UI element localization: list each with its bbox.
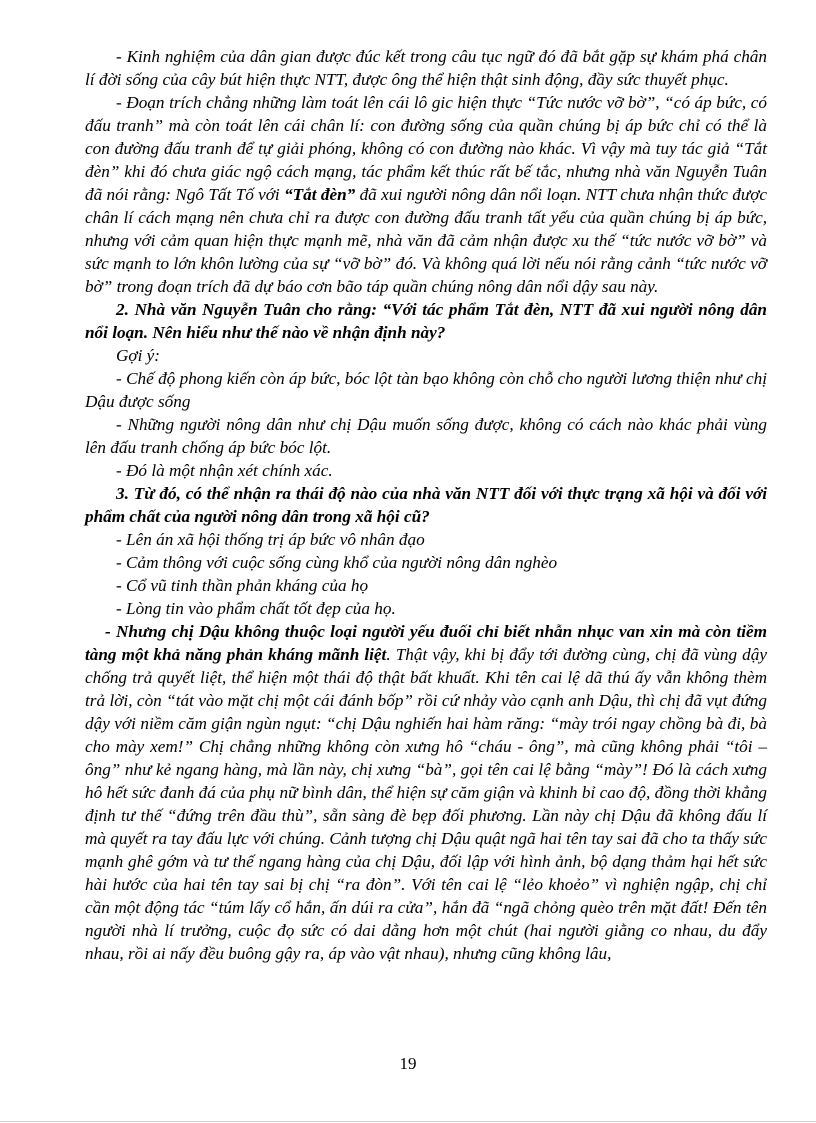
question-3: 3. Từ đó, có thể nhận ra thái độ nào của nhà văn NTT đối với thực trạng xã hội và đối với phẩm chất của người nông dân trong xã hội cũ? [85, 484, 767, 526]
analysis-lead: - Nhưng chị Dậu không thuộc loại người yếu đuối chỉ biết nhẫn nhục van xin mà còn tiềm tàng một khả năng phản kháng mãnh liệt [85, 622, 767, 664]
question-2: 2. Nhà văn Nguyễn Tuân cho rằng: “Với tác phẩm Tắt đèn, NTT đã xui người nông dân nổi loạn. Nên hiểu như thế nào về nhận định này? [85, 300, 767, 342]
page-number: 19 [399, 1054, 417, 1073]
paragraph-2-text-b: đã xui người nông dân nổi loạn. NTT chưa nhận thức được chân lí cách mạng nên chưa chỉ ra được con đường đấu tranh tất yếu của quần chúng bị áp bức, nhưng với cảm quan hiện thực mạnh mẽ, nhà văn đã cảm nhận được xu thế “tức nước vỡ bờ” và sức mạnh to lớn khôn lường của sự “vỡ bờ” đó. Và không quá lời nếu nói rằng cảnh “tức nước vỡ bờ” trong đoạn trích đã dự báo cơn bão táp quần chúng nông dân nổi dậy sau này. [85, 185, 768, 296]
paragraph-2-text-a: - Đoạn trích chẳng những làm toát lên cái lô gic hiện thực “Tức nước vỡ bờ”, “có áp bức, có đấu tranh” mà còn toát lên cái chân lí: con đường sống của quần chúng bị áp bức chỉ có thể là con đường đấu tranh để tự giải phóng, không có con đường nào khác. Vì vậy mà tuy tác giả “Tắt đèn” khi đó chưa giác ngộ cách mạng, tác phẩm kết thúc rất bế tắc, nhưng nhà văn Nguyễn Tuân đã nói rằng: Ngô Tất Tố với [85, 93, 767, 204]
paragraph-2 [85, 91, 767, 298]
answer-item-4: - Lòng tin vào phẩm chất tốt đẹp của họ. [116, 599, 396, 618]
answer-item-1: - Lên án xã hội thống trị áp bức vô nhân đạo [116, 530, 425, 549]
answer-item-2: - Cảm thông với cuộc sống cùng khổ của người nông dân nghèo [116, 553, 558, 572]
answer-item-3: - Cổ vũ tinh thần phản kháng của họ [116, 576, 369, 595]
document-body [85, 45, 767, 965]
work-title-tat-den: “Tắt đèn” [284, 185, 356, 204]
hint-item-2: - Những người nông dân như chị Dậu muốn sống được, không có cách nào khác phải vùng lên đấu tranh chống áp bức bóc lột. [85, 415, 767, 457]
page-bottom-rule [0, 1121, 816, 1122]
hint-item-1: - Chế độ phong kiến còn áp bức, bóc lột tàn bạo không còn chỗ cho người lương thiện như chị Dậu được sống [85, 369, 767, 411]
analysis-body: . Thật vậy, khi bị đẩy tới đường cùng, chị đã vùng dậy chống trả quyết liệt, thể hiện một thái độ thật bất khuất. Khi tên cai lệ dã thú ấy vẫn không thèm trả lời, còn “tát vào mặt chị một cái đánh bốp” rồi cứ nhảy vào cạnh anh Dậu, thì chị đã vụt đứng dậy với niềm căm giận ngùn ngụt: “chị Dậu nghiến hai hàm răng: “mày trói ngay chồng bà đi, bà cho mày xem!” Chị chẳng những không còn xưng hô “cháu - ông”, mà cũng không phải “tôi – ông” như kẻ ngang hàng, mà lần này, chị xưng “bà”, gọi tên cai lệ bằng “mày”! Đó là cách xưng hô hết sức đanh đá của phụ nữ bình dân, thể hiện sự căm giận và khinh bỉ cao độ, đồng thời khẳng định tư thế “đứng trên đầu thù”, sẵn sàng đè bẹp đối phương. Lần này chị Dậu đã không đấu lí mà quyết ra tay đấu lực với chúng. Cảnh tượng chị Dậu quật ngã hai tên tay sai đã cho ta thấy sức mạnh ghê gớm và tư thế ngang hàng của chị Dậu, đối lập với hình ảnh, bộ dạng thảm hại hết sức hài hước của hai tên tay sai bị chị “ra đòn”. Với tên cai lệ “lẻo khoẻo” vì nghiện ngập, chị chỉ cần một động tác “túm lấy cổ hắn, ấn dúi ra cửa”, hắn đã “ngã chỏng quèo trên mặt đất! Đến tên người nhà lí trưởng, cuộc đọ sức có dai dẳng hơn một chút (hai người giằng co nhau, du đẩy nhau, rồi ai nấy đều buông gậy ra, áp vào vật nhau), nhưng cũng không lâu, [85, 645, 767, 963]
paragraph-1: - Kinh nghiệm của dân gian được đúc kết trong câu tục ngữ đó đã bắt gặp sự khám phá chân lí đời sống của cây bút hiện thực NTT, được ông thể hiện thật sinh động, đầy sức thuyết phục. [85, 47, 767, 89]
hint-item-3: - Đó là một nhận xét chính xác. [116, 461, 333, 480]
analysis-paragraph [85, 620, 767, 965]
hint-label: Gợi ý: [116, 346, 161, 365]
